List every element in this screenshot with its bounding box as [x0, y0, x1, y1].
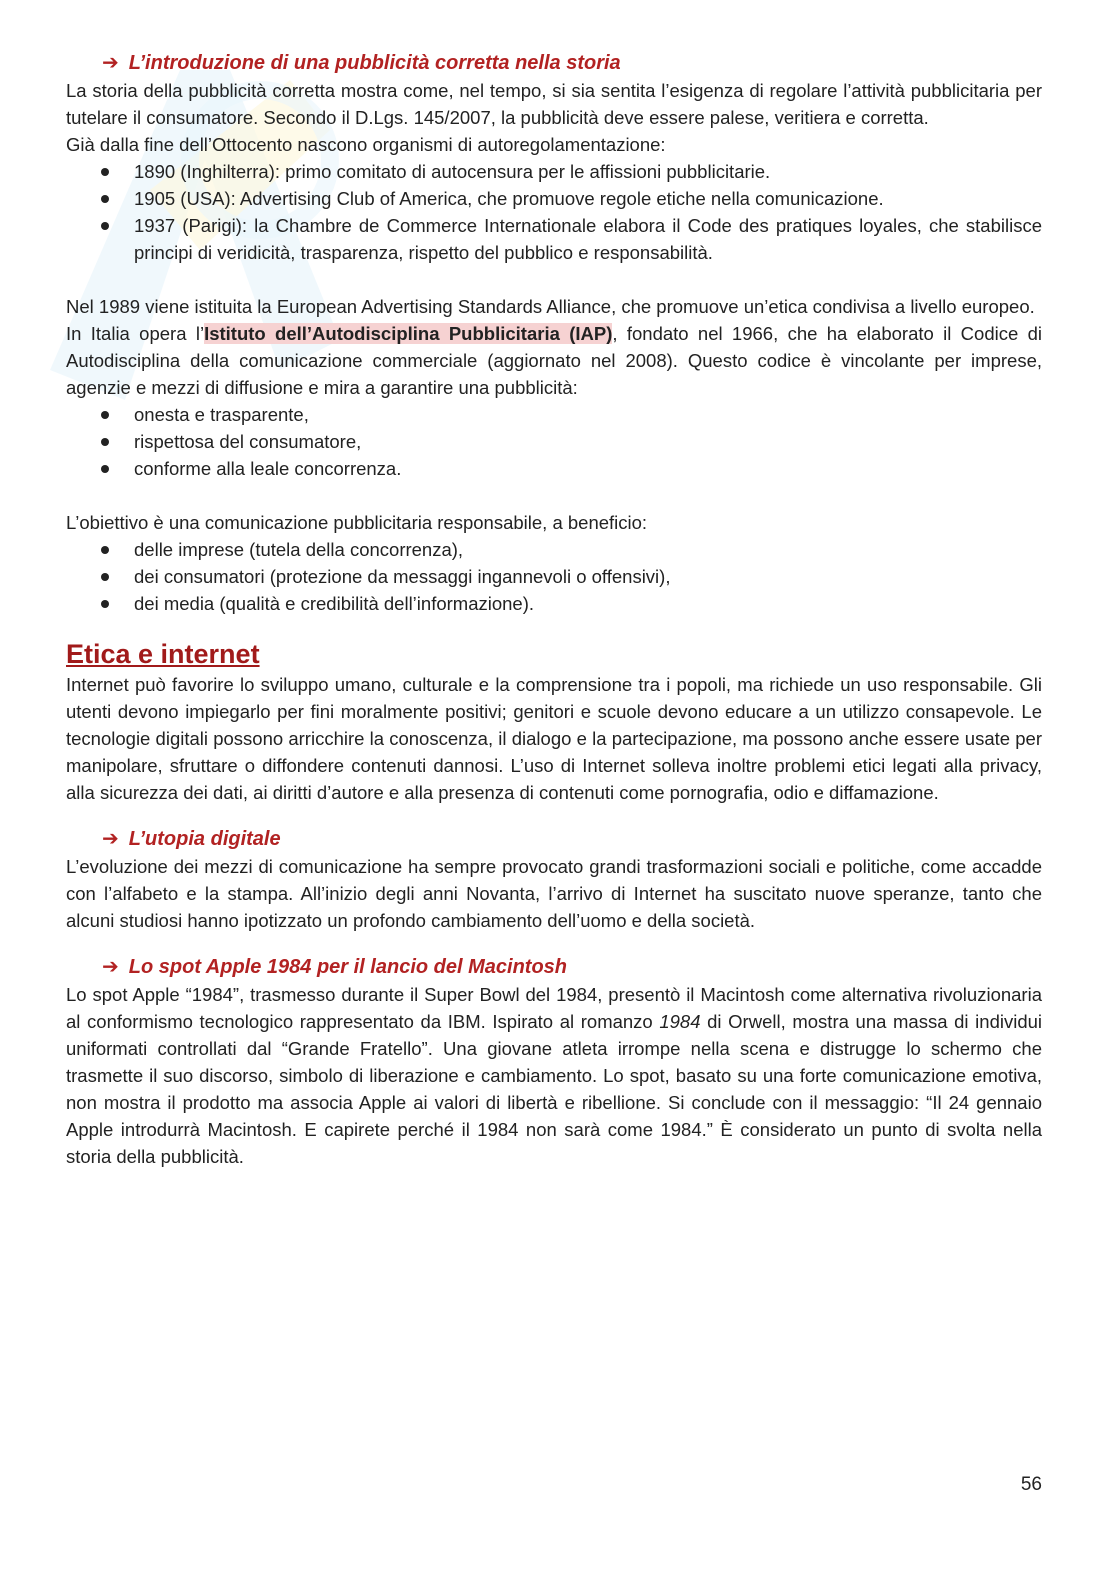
paragraph: La storia della pubblicità corretta mostra come, nel tempo, si sia sentita l’esigenza di regolare l’attività pubblicitaria per tutelare il consumatore. Secondo il D.Lgs. 145/2007, la pubblicità deve essere palese, veritiera e corretta.	[66, 80, 1042, 128]
paragraph: Internet può favorire lo sviluppo umano, culturale e la comprensione tra i popoli, ma richiede un uso responsabile. Gli utenti devono impiegarlo per fini moralmente positivi; genitori e scuole devono educare a un utilizzo consapevole. Le tecnologie digitali possono arricchire la conoscenza, il dialogo e la partecipazione, ma possono anche essere usate per manipolare, sfruttare o diffondere contenuti dannosi. L’uso di Internet solleva inoltre problemi etici legati alla privacy, alla sicurezza dei dati, ai diritti d’autore e alla presenza di contenuti come pornografia, odio e diffamazione.	[66, 674, 1042, 803]
list-item: conforme alla leale concorrenza.	[66, 455, 1042, 482]
list-item: rispettosa del consumatore,	[66, 428, 1042, 455]
paragraph-iap	[66, 320, 1042, 401]
bullet-list	[66, 158, 1042, 266]
list-item: 1890 (Inghilterra): primo comitato di autocensura per le affissioni pubblicitarie.	[66, 158, 1042, 185]
heading-etica-internet: Etica e internet	[66, 639, 260, 669]
paragraph-apple	[66, 981, 1042, 1170]
highlighted-text: Istituto dell’Autodisciplina Pubblicitaria (IAP)	[204, 323, 613, 344]
list-item: delle imprese (tutela della concorrenza),	[66, 536, 1042, 563]
subheading-utopia-digitale	[102, 826, 1042, 853]
bullet-list	[66, 401, 1042, 482]
document-page	[66, 50, 1042, 1170]
subheading-pubblicita-corretta	[102, 50, 1042, 77]
subheading-spot-apple	[102, 954, 1042, 981]
page-number: 56	[1020, 1474, 1042, 1495]
list-item: dei consumatori (protezione da messaggi ingannevoli o offensivi),	[66, 563, 1042, 590]
paragraph: Già dalla fine dell’Ottocento nascono organismi di autoregolamentazione:	[66, 134, 666, 155]
arrow-icon: ➔	[102, 52, 119, 74]
subheading-text: Lo spot Apple 1984 per il lancio del Macintosh	[128, 956, 567, 978]
subheading-text: L’introduzione di una pubblicità corretta nella storia	[128, 52, 621, 74]
bullet-list	[66, 536, 1042, 617]
paragraph: Nel 1989 viene istituita la European Advertising Standards Alliance, che promuove un’etica condivisa a livello europeo.	[66, 296, 1035, 317]
arrow-icon: ➔	[102, 956, 119, 978]
list-item: 1937 (Parigi): la Chambre de Commerce Internationale elabora il Code des pratiques loyales, che stabilisce principi di veridicità, trasparenza, rispetto del pubblico e responsabilità.	[66, 212, 1042, 266]
list-item: dei media (qualità e credibilità dell’informazione).	[66, 590, 1042, 617]
text-run: In Italia opera l’	[66, 323, 205, 344]
paragraph: L’obiettivo è una comunicazione pubblicitaria responsabile, a beneficio:	[66, 512, 648, 533]
list-item: onesta e trasparente,	[66, 401, 1042, 428]
text-run: di Orwell, mostra una massa di individui uniformati controllati dal “Grande Fratello”. Una giovane atleta irrompe nella scena e distrugge lo schermo che trasmette il suo discorso, simbolo di liberazione e cambiamento. Lo spot, basato su una forte comunicazione emotiva, non mostra il prodotto ma associa Apple ai valori di libertà e ribellione. Si conclude con il messaggio: “Il 24 gennaio Apple introdurrà Macintosh. E capirete perché il 1984 non sarà come 1984.” È considerato un punto di svolta nella storia della pubblicità.	[66, 1011, 1043, 1167]
italic-title: 1984	[659, 1011, 701, 1032]
arrow-icon: ➔	[102, 828, 119, 850]
text-run: Lo spot Apple “1984”, trasmesso durante il Super Bowl del 1984, presentò il Macintosh come alternativa rivoluzionaria al conformismo tecnologico rappresentato da IBM. Ispirato al romanzo	[66, 984, 1042, 1032]
subheading-text: L’utopia digitale	[128, 828, 281, 850]
text-run: , fondato nel 1966, che ha elaborato il Codice di Autodisciplina della comunicazione commerciale (aggiornato nel 2008). Questo codice è vincolante per imprese, agenzie e mezzi di diffusione e mira a garantire una pubblicità:	[66, 323, 1042, 398]
paragraph: L’evoluzione dei mezzi di comunicazione ha sempre provocato grandi trasformazioni sociali e politiche, come accadde con l’alfabeto e la stampa. All’inizio degli anni Novanta, l’arrivo di Internet ha suscitato nuove speranze, tanto che alcuni studiosi hanno ipotizzato un profondo cambiamento dell’uomo e della società.	[66, 856, 1042, 931]
list-item: 1905 (USA): Advertising Club of America, che promuove regole etiche nella comunicazione.	[66, 185, 1042, 212]
